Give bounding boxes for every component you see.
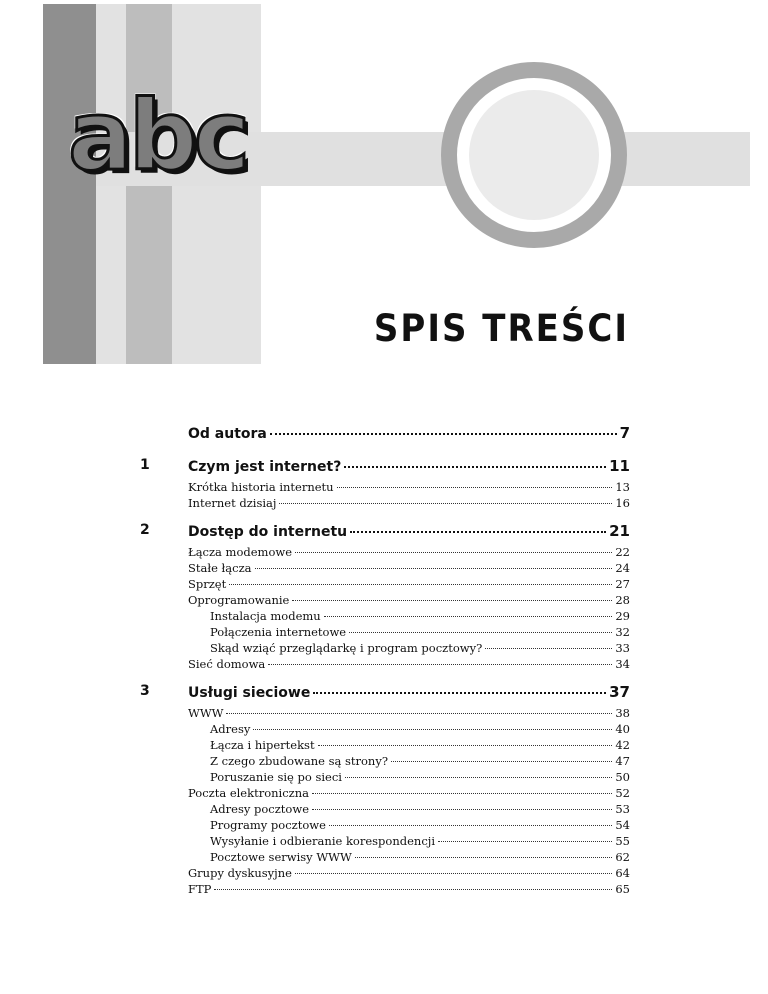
dot-leader <box>350 531 606 533</box>
toc-entry[interactable] <box>188 657 630 673</box>
toc-entry[interactable] <box>188 866 630 882</box>
toc-entry[interactable] <box>188 545 630 561</box>
toc-entry[interactable] <box>188 577 630 593</box>
toc-page-number: 65 <box>615 882 630 896</box>
toc-page-number: 55 <box>615 834 630 848</box>
toc-page-number: 47 <box>615 754 630 768</box>
ring-graphic <box>441 62 627 248</box>
toc-entry-title: Od autora <box>188 426 267 442</box>
dot-leader <box>214 889 612 890</box>
toc-entry[interactable] <box>188 561 630 577</box>
dot-leader <box>295 873 612 874</box>
toc-page-number: 13 <box>615 480 630 494</box>
toc-page-number: 27 <box>615 577 630 591</box>
toc-entry-title: Adresy pocztowe <box>210 802 310 816</box>
dot-leader <box>253 729 612 730</box>
dot-leader <box>349 632 612 633</box>
toc-entry-title: Skąd wziąć przeglądarkę i program pocztowy? <box>210 641 483 655</box>
toc-page-number: 40 <box>615 722 630 736</box>
toc-entry-title: Łącza i hipertekst <box>210 738 315 752</box>
toc-page-number: 22 <box>615 545 630 559</box>
toc-entry[interactable] <box>210 834 630 850</box>
series-logo: abc <box>68 80 247 192</box>
toc-chapter <box>140 457 630 512</box>
toc-entry[interactable] <box>188 786 630 802</box>
toc-page-number: 29 <box>615 609 630 623</box>
toc-page-number: 28 <box>615 593 630 607</box>
toc-entry[interactable] <box>188 593 630 609</box>
toc-page-number: 53 <box>615 802 630 816</box>
toc-entry-title: Połączenia internetowe <box>210 625 347 639</box>
toc-entry[interactable] <box>188 480 630 496</box>
toc-entry-title: Usługi sieciowe <box>188 685 311 701</box>
dot-leader <box>337 487 613 488</box>
dot-leader <box>313 692 606 694</box>
toc-entry-title: Łącza modemowe <box>188 545 293 559</box>
toc-entry-title: WWW <box>188 706 224 720</box>
dot-leader <box>295 552 612 553</box>
toc-chapter-entry[interactable] <box>188 683 630 706</box>
toc-entry-title: Oprogramowanie <box>188 593 290 607</box>
dot-leader <box>268 664 612 665</box>
toc-page-number: 38 <box>615 706 630 720</box>
toc-entry-title: Instalacja modemu <box>210 609 321 623</box>
dot-leader <box>329 825 612 826</box>
toc-page-number: 33 <box>615 641 630 655</box>
dot-leader <box>324 616 613 617</box>
toc-entry-title: Z czego zbudowane są strony? <box>210 754 388 768</box>
toc-chapter <box>140 522 630 673</box>
toc-entry-title: FTP <box>188 882 212 896</box>
toc-chapter-entry[interactable] <box>188 522 630 545</box>
dot-leader <box>226 713 612 714</box>
dot-leader <box>279 503 612 504</box>
toc-page-number: 37 <box>609 683 630 701</box>
toc-entry[interactable] <box>210 625 630 641</box>
toc-entry-title: Pocztowe serwisy WWW <box>210 850 352 864</box>
dot-leader <box>312 809 612 810</box>
dot-leader <box>485 648 612 649</box>
toc-entry-title: Poruszanie się po sieci <box>210 770 342 784</box>
toc-entry-title: Poczta elektroniczna <box>188 786 309 800</box>
toc-entry[interactable] <box>210 722 630 738</box>
dot-leader <box>391 761 612 762</box>
dot-leader <box>355 857 613 858</box>
toc-entry-title: Czym jest internet? <box>188 459 342 475</box>
toc-page-number: 54 <box>615 818 630 832</box>
dot-leader <box>292 600 612 601</box>
toc-page-number: 7 <box>619 424 630 442</box>
toc-page-number: 42 <box>615 738 630 752</box>
toc-page-number: 52 <box>615 786 630 800</box>
toc-page-number: 21 <box>609 522 630 540</box>
chapter-number: 3 <box>140 683 150 699</box>
toc-page-number: 50 <box>615 770 630 784</box>
dot-leader <box>270 433 617 435</box>
dot-leader <box>344 466 606 468</box>
toc-entry[interactable] <box>210 770 630 786</box>
toc-chapter-entry[interactable] <box>188 424 630 447</box>
toc-entry-title: Wysyłanie i odbieranie korespondencji <box>210 834 436 848</box>
toc-entry[interactable] <box>210 641 630 657</box>
toc-entry-title: Programy pocztowe <box>210 818 326 832</box>
toc-page-number: 24 <box>615 561 630 575</box>
dot-leader <box>229 584 612 585</box>
toc-entry[interactable] <box>210 802 630 818</box>
toc-entry-title: Sprzęt <box>188 577 227 591</box>
dot-leader <box>312 793 612 794</box>
toc-page-number: 11 <box>609 457 630 475</box>
dot-leader <box>345 777 612 778</box>
toc-entry-title: Grupy dyskusyjne <box>188 866 292 880</box>
toc-entry-title: Internet dzisiaj <box>188 496 277 510</box>
toc-entry-title: Krótka historia internetu <box>188 480 334 494</box>
toc-chapter <box>140 683 630 898</box>
toc-entry[interactable] <box>188 882 630 898</box>
toc-entry[interactable] <box>210 738 630 754</box>
dot-leader <box>318 745 613 746</box>
toc-entry[interactable] <box>210 850 630 866</box>
chapter-number: 2 <box>140 522 150 538</box>
toc-page-number: 32 <box>615 625 630 639</box>
page-title: SPIS TREŚCI <box>373 307 629 351</box>
toc-chapter <box>140 424 630 447</box>
toc-entry[interactable] <box>210 754 630 770</box>
dot-leader <box>255 568 613 569</box>
toc-entry[interactable] <box>210 609 630 625</box>
chapter-number: 1 <box>140 457 150 473</box>
toc-page-number: 16 <box>615 496 630 510</box>
dot-leader <box>438 841 612 842</box>
table-of-contents <box>140 424 630 908</box>
toc-entry[interactable] <box>188 496 630 512</box>
toc-entry-title: Stałe łącza <box>188 561 252 575</box>
toc-entry[interactable] <box>210 818 630 834</box>
toc-entry-title: Sieć domowa <box>188 657 266 671</box>
toc-page-number: 64 <box>615 866 630 880</box>
toc-chapter-entry[interactable] <box>188 457 630 480</box>
toc-page-number: 62 <box>615 850 630 864</box>
toc-page-number: 34 <box>615 657 630 671</box>
toc-entry-title: Dostęp do internetu <box>188 524 348 540</box>
toc-entry-title: Adresy <box>210 722 251 736</box>
toc-entry[interactable] <box>188 706 630 722</box>
